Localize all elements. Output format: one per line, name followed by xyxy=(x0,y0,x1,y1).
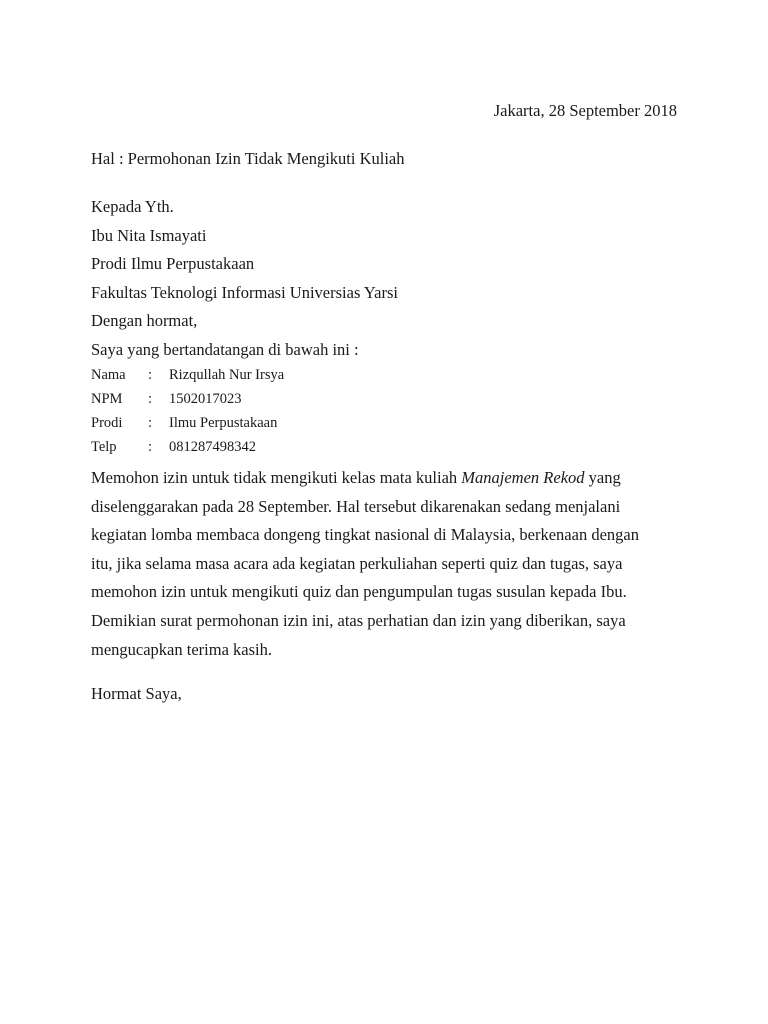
recipient-department: Prodi Ilmu Perpustakaan xyxy=(91,254,255,273)
body-text: Memohon izin untuk tidak mengikuti kelas mata kuliah xyxy=(91,468,462,487)
body-text: yang xyxy=(584,468,621,487)
intro-line: Saya yang bertandatangan di bawah ini : xyxy=(91,340,359,359)
field-value: 081287498342 xyxy=(169,439,256,455)
field-value: Ilmu Perpustakaan xyxy=(169,415,278,431)
course-name: Manajemen Rekod xyxy=(461,468,585,487)
field-label: Telp xyxy=(91,439,117,455)
body-line: mengucapkan terima kasih. xyxy=(91,639,272,659)
field-value: 1502017023 xyxy=(169,391,242,407)
field-value: Rizqullah Nur Irsya xyxy=(169,367,285,383)
salutation: Dengan hormat, xyxy=(91,311,198,330)
field-label: Nama xyxy=(91,367,126,383)
field-colon: : xyxy=(148,415,153,431)
recipient-greeting: Kepada Yth. xyxy=(91,197,174,216)
closing: Hormat Saya, xyxy=(91,684,182,703)
field-colon: : xyxy=(148,367,153,383)
recipient-faculty: Fakultas Teknologi Informasi Universias Yarsi xyxy=(91,283,398,302)
field-colon: : xyxy=(148,439,153,455)
body-line xyxy=(91,464,691,493)
body-line: memohon izin untuk mengikuti quiz dan pengumpulan tugas susulan kepada Ibu. xyxy=(91,582,627,602)
body-paragraph xyxy=(91,464,691,664)
body-line: itu, jika selama masa acara ada kegiatan perkuliahan seperti quiz dan tugas, saya xyxy=(91,553,623,573)
body-line: diselenggarakan pada 28 September. Hal tersebut dikarenakan sedang menjalani xyxy=(91,496,621,516)
field-label: NPM xyxy=(91,391,123,407)
body-line: Demikian surat permohonan izin ini, atas perhatian dan izin yang diberikan, saya xyxy=(91,610,626,630)
subject-line: Hal : Permohonan Izin Tidak Mengikuti Kuliah xyxy=(91,149,405,168)
place-date: Jakarta, 28 September 2018 xyxy=(493,101,677,120)
recipient-name: Ibu Nita Ismayati xyxy=(91,226,207,245)
field-colon: : xyxy=(148,391,153,407)
field-label: Prodi xyxy=(91,415,123,431)
body-line: kegiatan lomba membaca dongeng tingkat nasional di Malaysia, berkenaan dengan xyxy=(91,525,639,545)
